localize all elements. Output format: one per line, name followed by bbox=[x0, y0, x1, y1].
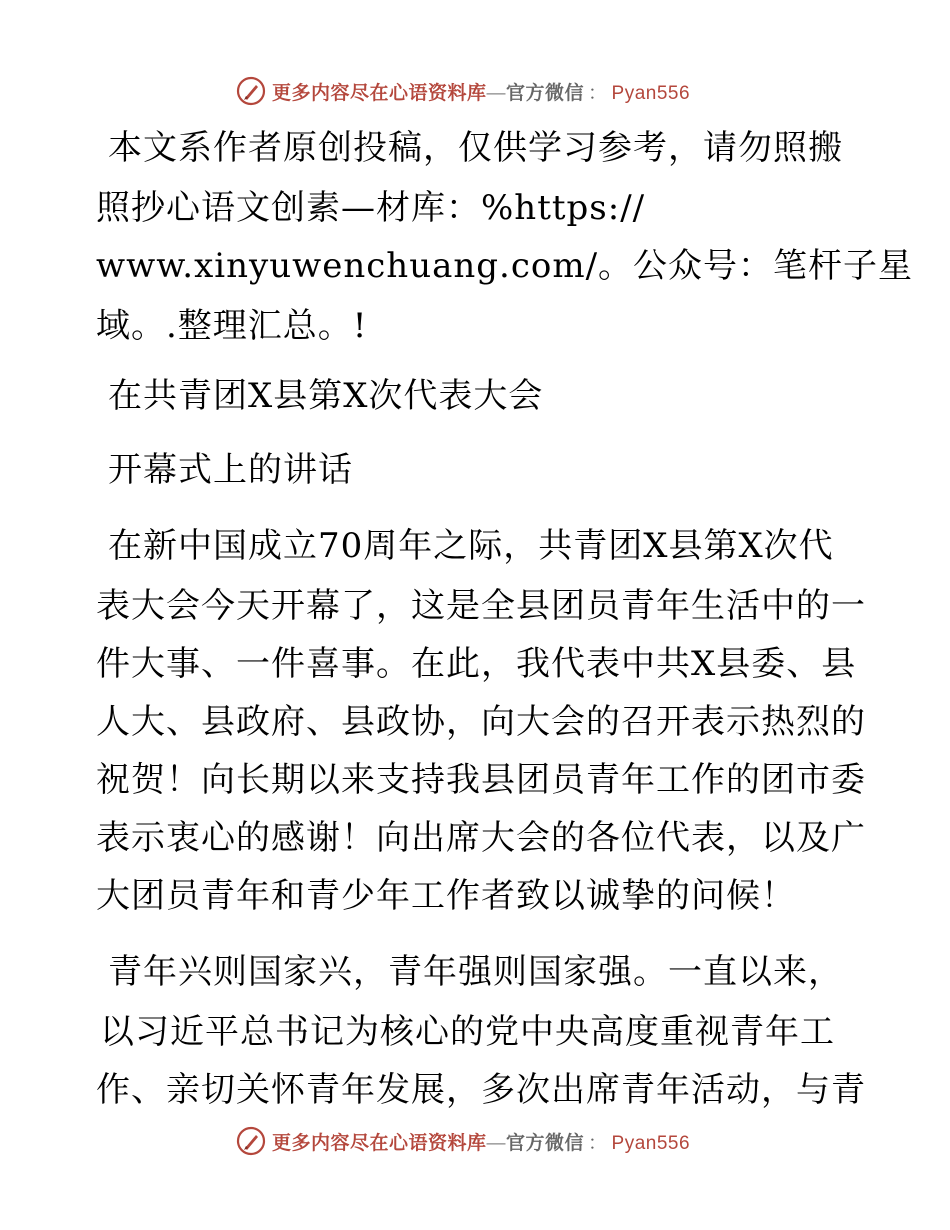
speech-title-line-1: 在共青团X县第X次代表大会 bbox=[108, 376, 544, 416]
watermark-separator: ： bbox=[588, 82, 608, 104]
disclaimer-line: 域。.整理汇总。! bbox=[96, 306, 368, 346]
disclaimer-line: www.xinyuwenchuang.com/。公众号：笔杆子星 bbox=[96, 246, 914, 286]
watermark-dash: — bbox=[486, 1132, 507, 1154]
paragraph-1-line: 件大事、一件喜事。在此，我代表中共X县委、县 bbox=[96, 644, 857, 684]
watermark-label: 官方微信 bbox=[506, 1132, 585, 1154]
paragraph-1-line: 表大会今天开幕了，这是全县团员青年生活中的一 bbox=[96, 586, 866, 626]
disclaimer-line: 本文系作者原创投稿，仅供学习参考，请勿照搬 bbox=[108, 128, 843, 168]
watermark-wechat-id: Pyan556 bbox=[611, 82, 691, 104]
watermark-dash: — bbox=[486, 82, 507, 104]
paragraph-1-line: 人大、县政府、县政协，向大会的召开表示热烈的 bbox=[96, 702, 866, 742]
watermark-separator: ： bbox=[588, 1132, 608, 1154]
watermark-label: 官方微信 bbox=[506, 82, 585, 104]
paragraph-1-line: 祝贺！向长期以来支持我县团员青年工作的团市委 bbox=[96, 760, 866, 800]
quill-pen-logo-icon bbox=[236, 1126, 266, 1156]
watermark-wechat-id: Pyan556 bbox=[611, 1132, 691, 1154]
watermark-brand: 更多内容尽在心语资料库 bbox=[272, 1132, 487, 1154]
paragraph-1-line: 在新中国成立70周年之际，共青团X县第X次代 bbox=[108, 526, 834, 566]
paragraph-2-line: 以习近平总书记为核心的党中央高度重视青年工 bbox=[100, 1012, 835, 1052]
paragraph-1-line: 表示衷心的感谢！向出席大会的各位代表，以及广 bbox=[96, 818, 866, 858]
paragraph-2-line: 作、亲切关怀青年发展，多次出席青年活动，与青 bbox=[96, 1070, 866, 1110]
quill-pen-logo-icon bbox=[236, 76, 266, 106]
disclaimer-line: 照抄心语文创素—材库：%https:// bbox=[96, 188, 646, 228]
footer-watermark bbox=[236, 1124, 690, 1158]
speech-title-line-2: 开幕式上的讲话 bbox=[108, 450, 353, 490]
header-watermark bbox=[236, 74, 690, 108]
paragraph-1-line: 大团员青年和青少年工作者致以诚挚的问候！ bbox=[96, 876, 796, 916]
watermark-brand: 更多内容尽在心语资料库 bbox=[272, 82, 487, 104]
paragraph-2-line: 青年兴则国家兴，青年强则国家强。一直以来， bbox=[108, 952, 843, 992]
